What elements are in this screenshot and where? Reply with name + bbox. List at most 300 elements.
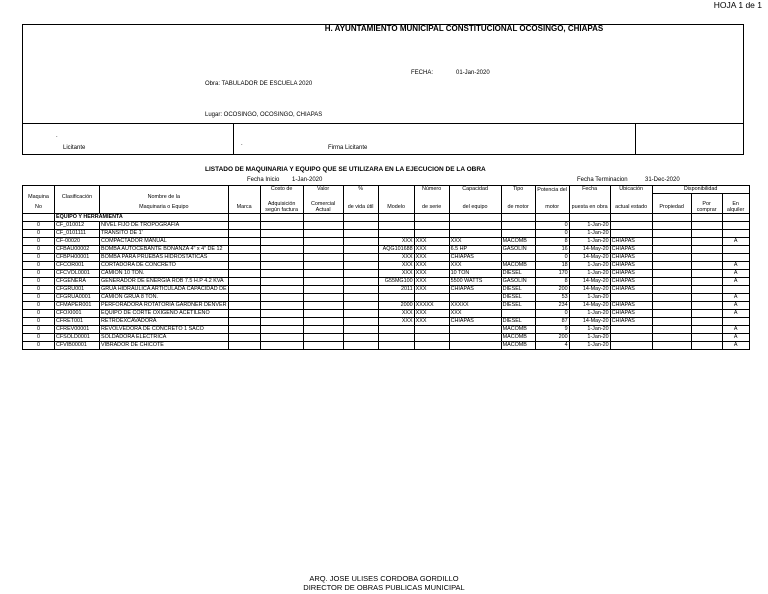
cell-nombre: SOLDADORA ELECTRICA <box>100 334 229 342</box>
table-cell <box>343 294 378 302</box>
cell-ubicacion <box>610 294 652 302</box>
col-header: Propiedad <box>652 201 691 214</box>
cell-potencia: 53 <box>535 294 569 302</box>
col-header <box>260 194 303 202</box>
cell-modelo <box>378 222 414 230</box>
col-header <box>501 194 535 202</box>
table-cell <box>260 310 303 318</box>
table-cell <box>303 294 343 302</box>
table-cell <box>343 334 378 342</box>
table-cell <box>691 326 722 334</box>
cell-no: 0 <box>23 318 55 326</box>
cell-capacidad: 6.5 HP <box>449 246 501 254</box>
table-cell <box>501 214 535 222</box>
cell-capacidad: XXX <box>449 310 501 318</box>
cell-marca <box>228 334 260 342</box>
table-cell <box>303 302 343 310</box>
cell-ubicacion: CHIAPAS <box>610 278 652 286</box>
cell-serie: XXX <box>414 318 449 326</box>
cell-ubicacion: CHIAPAS <box>610 310 652 318</box>
cell-marca <box>228 254 260 262</box>
col-header: Fecha <box>569 186 610 194</box>
table-cell <box>652 246 691 254</box>
table-row <box>23 270 750 278</box>
cell-no: 0 <box>23 270 55 278</box>
cell-alquiler: A <box>722 238 749 246</box>
table-row <box>23 302 750 310</box>
table-row <box>23 294 750 302</box>
col-header: % <box>343 186 378 194</box>
signature-role: DIRECTOR DE OBRAS PUBLICAS MUNICIPAL <box>303 583 465 592</box>
table-cell <box>343 326 378 334</box>
cell-no: 0 <box>23 222 55 230</box>
cell-ubicacion <box>610 342 652 350</box>
cell-ubicacion <box>610 334 652 342</box>
col-header <box>55 201 100 214</box>
table-cell <box>228 214 260 222</box>
table-body <box>23 214 750 350</box>
table-cell <box>652 286 691 294</box>
table-cell <box>691 254 722 262</box>
col-header: Nombre de la <box>100 194 229 202</box>
table-cell <box>260 270 303 278</box>
table-cell <box>691 230 722 238</box>
cell-nombre: GENERADOR DE ENERGIA ROB 7.5 H.P 4.2 KVA <box>100 278 229 286</box>
cell-no: 0 <box>23 262 55 270</box>
col-header: Potencia del <box>535 186 569 194</box>
table-cell <box>303 238 343 246</box>
table-cell <box>691 222 722 230</box>
cell-tipo: DIESEL <box>501 318 535 326</box>
col-header: Clasificación <box>55 194 100 202</box>
cell-modelo: XXX <box>378 238 414 246</box>
table-cell <box>260 326 303 334</box>
col-header: Maquina <box>23 194 55 202</box>
cell-capacidad <box>449 334 501 342</box>
cell-no: 0 <box>23 342 55 350</box>
licitante-label: Licitante <box>63 145 86 151</box>
col-header <box>378 186 414 194</box>
cell-ubicacion <box>610 230 652 238</box>
table-header-row <box>23 186 750 194</box>
table-cell <box>260 230 303 238</box>
table-cell <box>303 254 343 262</box>
table-cell <box>652 230 691 238</box>
cell-marca <box>228 294 260 302</box>
cell-clave: CF-00020 <box>55 238 100 246</box>
table-cell <box>260 262 303 270</box>
table-row <box>23 246 750 254</box>
col-header <box>23 186 55 194</box>
cell-serie: XXX <box>414 254 449 262</box>
table-cell <box>691 302 722 310</box>
fecha-inicio-value: 1-Jan-2020 <box>292 177 323 183</box>
table-row <box>23 278 750 286</box>
table-row <box>23 318 750 326</box>
cell-ubicacion: CHIAPAS <box>610 270 652 278</box>
cell-tipo: MACOMB <box>501 326 535 334</box>
table-cell <box>378 214 414 222</box>
fecha-value: 01-Jan-2020 <box>456 70 490 76</box>
table-cell <box>722 214 749 222</box>
table-row <box>23 238 750 246</box>
cell-potencia: 16 <box>535 246 569 254</box>
cell-fecha: 1-Jan-20 <box>569 270 610 278</box>
table-cell <box>303 262 343 270</box>
table-cell <box>449 214 501 222</box>
cell-alquiler: A <box>722 334 749 342</box>
col-header <box>228 186 260 194</box>
col-header: de motor <box>501 201 535 214</box>
table-cell <box>303 246 343 254</box>
cell-fecha: 14-May-20 <box>569 286 610 294</box>
table-row <box>23 262 750 270</box>
cell-potencia: 200 <box>535 334 569 342</box>
cell-modelo: XXX <box>378 318 414 326</box>
cell-nombre: CAMION 10 TON. <box>100 270 229 278</box>
col-header <box>303 194 343 202</box>
col-header <box>414 194 449 202</box>
cell-modelo: 2000 <box>378 302 414 310</box>
table-cell <box>652 334 691 342</box>
cell-serie: XXX <box>414 246 449 254</box>
cell-nombre: BOMBA AUTOCEBANTE BONANZA 4" x 4" DE 12 <box>100 246 229 254</box>
col-header: del equipo <box>449 201 501 214</box>
table-cell <box>260 238 303 246</box>
table-cell <box>414 214 449 222</box>
table-cell <box>260 254 303 262</box>
divider <box>233 123 234 154</box>
table-cell <box>691 342 722 350</box>
table-cell <box>343 270 378 278</box>
table-cell <box>652 310 691 318</box>
cell-no: 0 <box>23 294 55 302</box>
cell-modelo: AQG101688 <box>378 246 414 254</box>
cell-no: 0 <box>23 254 55 262</box>
cell-no: 0 <box>23 230 55 238</box>
cell-alquiler: A <box>722 270 749 278</box>
cell-fecha: 1-Jan-20 <box>569 238 610 246</box>
cell-tipo <box>501 230 535 238</box>
cell-clave: CF_010012 <box>55 222 100 230</box>
cell-potencia: 200 <box>535 286 569 294</box>
cell-alquiler: A <box>722 278 749 286</box>
col-header <box>652 194 691 202</box>
cell-tipo <box>501 310 535 318</box>
cell-fecha: 1-Jan-20 <box>569 310 610 318</box>
cell-marca <box>228 246 260 254</box>
table-cell <box>691 334 722 342</box>
table-cell <box>303 222 343 230</box>
table-cell <box>303 214 343 222</box>
table-cell <box>343 254 378 262</box>
col-header <box>722 194 749 202</box>
col-header: Capacidad <box>449 186 501 194</box>
table-cell <box>652 238 691 246</box>
cell-ubicacion <box>610 222 652 230</box>
cell-fecha: 1-Jan-20 <box>569 334 610 342</box>
table-cell <box>303 310 343 318</box>
cell-marca <box>228 302 260 310</box>
cell-nombre: TRANSITO DE 1' <box>100 230 229 238</box>
cell-modelo: XXX <box>378 262 414 270</box>
col-header <box>610 194 652 202</box>
cell-tipo: GASOLIN <box>501 246 535 254</box>
cell-capacidad <box>449 294 501 302</box>
cell-serie: XXX <box>414 262 449 270</box>
col-header: Número <box>414 186 449 194</box>
cell-marca <box>228 222 260 230</box>
section-label: EQUIPO Y HERRAMIENTA <box>55 214 229 222</box>
cell-no: 0 <box>23 326 55 334</box>
table-row <box>23 342 750 350</box>
col-header: Costo de <box>260 186 303 194</box>
cell-no: 0 <box>23 310 55 318</box>
col-header: Adquisición según factura <box>260 201 303 214</box>
cell-fecha: 14-May-20 <box>569 254 610 262</box>
table-cell <box>23 214 55 222</box>
col-header: motor <box>535 201 569 214</box>
cell-tipo <box>501 254 535 262</box>
cell-clave: CFSOLD0001 <box>55 334 100 342</box>
cell-clave: CFMAPER001 <box>55 302 100 310</box>
cell-modelo <box>378 326 414 334</box>
table-cell <box>691 286 722 294</box>
table-header-row <box>23 194 750 202</box>
table-cell <box>303 278 343 286</box>
cell-serie: XXX <box>414 310 449 318</box>
cell-no: 0 <box>23 246 55 254</box>
table-cell <box>303 326 343 334</box>
table-cell <box>691 294 722 302</box>
cell-tipo: DIESEL <box>501 294 535 302</box>
cell-modelo: G55MG100 <box>378 278 414 286</box>
cell-modelo <box>378 294 414 302</box>
col-header: Valor <box>303 186 343 194</box>
cell-serie <box>414 326 449 334</box>
cell-marca <box>228 238 260 246</box>
table-row <box>23 230 750 238</box>
dot-mark: . <box>56 133 58 139</box>
cell-clave: CFGRU001 <box>55 286 100 294</box>
cell-ubicacion: CHIAPAS <box>610 302 652 310</box>
cell-modelo <box>378 334 414 342</box>
col-header <box>449 194 501 202</box>
cell-fecha: 14-May-20 <box>569 246 610 254</box>
cell-fecha: 14-May-20 <box>569 302 610 310</box>
col-header: En alquiler <box>722 201 749 214</box>
cell-ubicacion: CHIAPAS <box>610 318 652 326</box>
table-cell <box>343 278 378 286</box>
cell-tipo: DIESEL <box>501 302 535 310</box>
cell-potencia: 8 <box>535 238 569 246</box>
cell-clave: CFBPH00001 <box>55 254 100 262</box>
cell-alquiler: A <box>722 302 749 310</box>
cell-marca <box>228 342 260 350</box>
table-cell <box>343 310 378 318</box>
table-cell <box>260 302 303 310</box>
col-header: de vida útil <box>343 201 378 214</box>
cell-marca <box>228 270 260 278</box>
lugar-text: Lugar: OCOSINGO, OCOSINGO, CHIAPAS <box>205 112 323 118</box>
cell-nombre: COMPACTADOR MANUAL <box>100 238 229 246</box>
table-cell <box>652 262 691 270</box>
table-cell <box>343 262 378 270</box>
cell-clave: CFGRUA0001 <box>55 294 100 302</box>
cell-nombre: EQUIPO DE CORTE OXIGENO ACETILENO <box>100 310 229 318</box>
col-header: Por comprar <box>691 201 722 214</box>
col-header: Ubicación <box>610 186 652 194</box>
col-header: actual estado <box>610 201 652 214</box>
cell-alquiler <box>722 286 749 294</box>
cell-serie <box>414 342 449 350</box>
fecha-label: FECHA: <box>411 70 434 76</box>
table-cell <box>260 214 303 222</box>
table-cell <box>260 222 303 230</box>
cell-potencia: 0 <box>535 222 569 230</box>
cell-nombre: GRUA HIDRAULICA ARTICULADA CAPACIDAD DE <box>101 286 227 292</box>
cell-alquiler: A <box>722 262 749 270</box>
cell-tipo: MACOMB <box>501 262 535 270</box>
table-cell <box>260 278 303 286</box>
cell-potencia: 234 <box>535 302 569 310</box>
col-header <box>691 194 722 202</box>
fecha-termino-label: Fecha Terminacion <box>577 177 628 183</box>
table-cell <box>260 318 303 326</box>
cell-serie: XXXXX <box>414 302 449 310</box>
table-row <box>23 254 750 262</box>
table-cell <box>691 318 722 326</box>
table-cell <box>652 270 691 278</box>
table-row <box>23 222 750 230</box>
col-header <box>55 186 100 194</box>
cell-ubicacion: CHIAPAS <box>610 238 652 246</box>
cell-nombre: BOMBA PARA PRUEBAS HIDROSTATICAS <box>100 254 229 262</box>
cell-nombre: NIVEL FIJO DE TROPOGRAFIA <box>100 222 229 230</box>
table-cell <box>610 214 652 222</box>
section-row <box>23 214 750 222</box>
cell-clave: CFBAU00002 <box>55 246 100 254</box>
cell-marca <box>228 230 260 238</box>
machinery-table <box>22 185 750 350</box>
col-header: Marca <box>228 201 260 214</box>
firma-label: Firma Licitante <box>328 145 368 151</box>
table-cell <box>303 334 343 342</box>
col-header <box>228 194 260 202</box>
cell-capacidad: 10 TON <box>449 270 501 278</box>
cell-nombre: CORTADORA DE CONCRETO <box>100 262 229 270</box>
table-cell <box>343 286 378 294</box>
cell-alquiler <box>722 246 749 254</box>
table-cell <box>260 342 303 350</box>
cell-nombre: RETROEXCAVADORA <box>100 318 229 326</box>
table-cell <box>343 342 378 350</box>
col-header: Tipo <box>501 186 535 194</box>
table-cell <box>652 222 691 230</box>
divider <box>635 123 636 154</box>
cell-nombre: CAMION GRUA 8 TON. <box>100 294 229 302</box>
cell-potencia: 9 <box>535 326 569 334</box>
cell-marca <box>228 278 260 286</box>
table-cell <box>343 246 378 254</box>
fecha-termino-value: 31-Dec-2020 <box>645 177 680 183</box>
cell-nombre: VIBRADOR DE CHICOTE <box>100 342 229 350</box>
cell-clave: CFOXI001 <box>55 310 100 318</box>
cell-capacidad: 5500 WATTS <box>449 278 501 286</box>
cell-alquiler: A <box>722 294 749 302</box>
cell-capacidad: CHIAPAS <box>449 286 501 294</box>
cell-potencia: 0 <box>535 230 569 238</box>
col-header: Disponibilidad <box>652 186 749 194</box>
table-cell <box>691 278 722 286</box>
cell-capacidad <box>449 342 501 350</box>
col-header <box>535 194 569 202</box>
cell-serie: XXX <box>414 238 449 246</box>
cell-alquiler: A <box>722 326 749 334</box>
cell-potencia: 170 <box>535 270 569 278</box>
cell-fecha: 1-Jan-20 <box>569 222 610 230</box>
table-cell <box>652 302 691 310</box>
cell-alquiler <box>722 254 749 262</box>
table-cell <box>652 318 691 326</box>
table-cell <box>652 254 691 262</box>
cell-marca <box>228 326 260 334</box>
cell-clave: CFREV00001 <box>55 326 100 334</box>
cell-no: 0 <box>23 238 55 246</box>
page-title: H. AYUNTAMIENTO MUNICIPAL CONSTITUCIONAL OCOSINGO, CHIAPAS <box>324 24 604 33</box>
cell-capacidad <box>449 230 501 238</box>
cell-serie <box>414 334 449 342</box>
col-header: Comercial Actual <box>303 201 343 214</box>
cell-ubicacion: CHIAPAS <box>610 246 652 254</box>
cell-no: 0 <box>23 286 55 294</box>
cell-potencia: 4 <box>535 342 569 350</box>
cell-clave: CFRET001 <box>55 318 100 326</box>
cell-no: 0 <box>23 302 55 310</box>
cell-fecha: 1-Jan-20 <box>569 326 610 334</box>
cell-capacidad: XXXXX <box>449 302 501 310</box>
table-cell <box>303 342 343 350</box>
cell-capacidad <box>449 326 501 334</box>
cell-potencia: 0 <box>535 310 569 318</box>
fecha-inicio-label: Fecha Inicio <box>247 177 280 183</box>
table-cell <box>343 230 378 238</box>
table-cell <box>691 246 722 254</box>
cell-capacidad: CHIAPAS <box>449 254 501 262</box>
cell-marca <box>228 318 260 326</box>
table-cell <box>303 230 343 238</box>
table-cell <box>691 238 722 246</box>
table-cell <box>652 278 691 286</box>
cell-modelo: 2011 <box>378 286 414 294</box>
cell-fecha: 1-Jan-20 <box>569 262 610 270</box>
cell-tipo <box>501 222 535 230</box>
cell-alquiler <box>722 230 749 238</box>
cell-tipo: MACOMB <box>501 334 535 342</box>
table-cell <box>343 222 378 230</box>
cell-capacidad: CHIAPAS <box>449 318 501 326</box>
cell-alquiler <box>722 318 749 326</box>
cell-tipo: GASOLIN <box>501 278 535 286</box>
cell-tipo: MACOMB <box>501 342 535 350</box>
col-header: puesta en obra <box>569 201 610 214</box>
table-cell <box>343 214 378 222</box>
table-cell <box>652 326 691 334</box>
col-header: Modelo <box>378 201 414 214</box>
cell-tipo: DIESEL <box>501 286 535 294</box>
cell-alquiler <box>722 222 749 230</box>
cell-modelo <box>378 230 414 238</box>
